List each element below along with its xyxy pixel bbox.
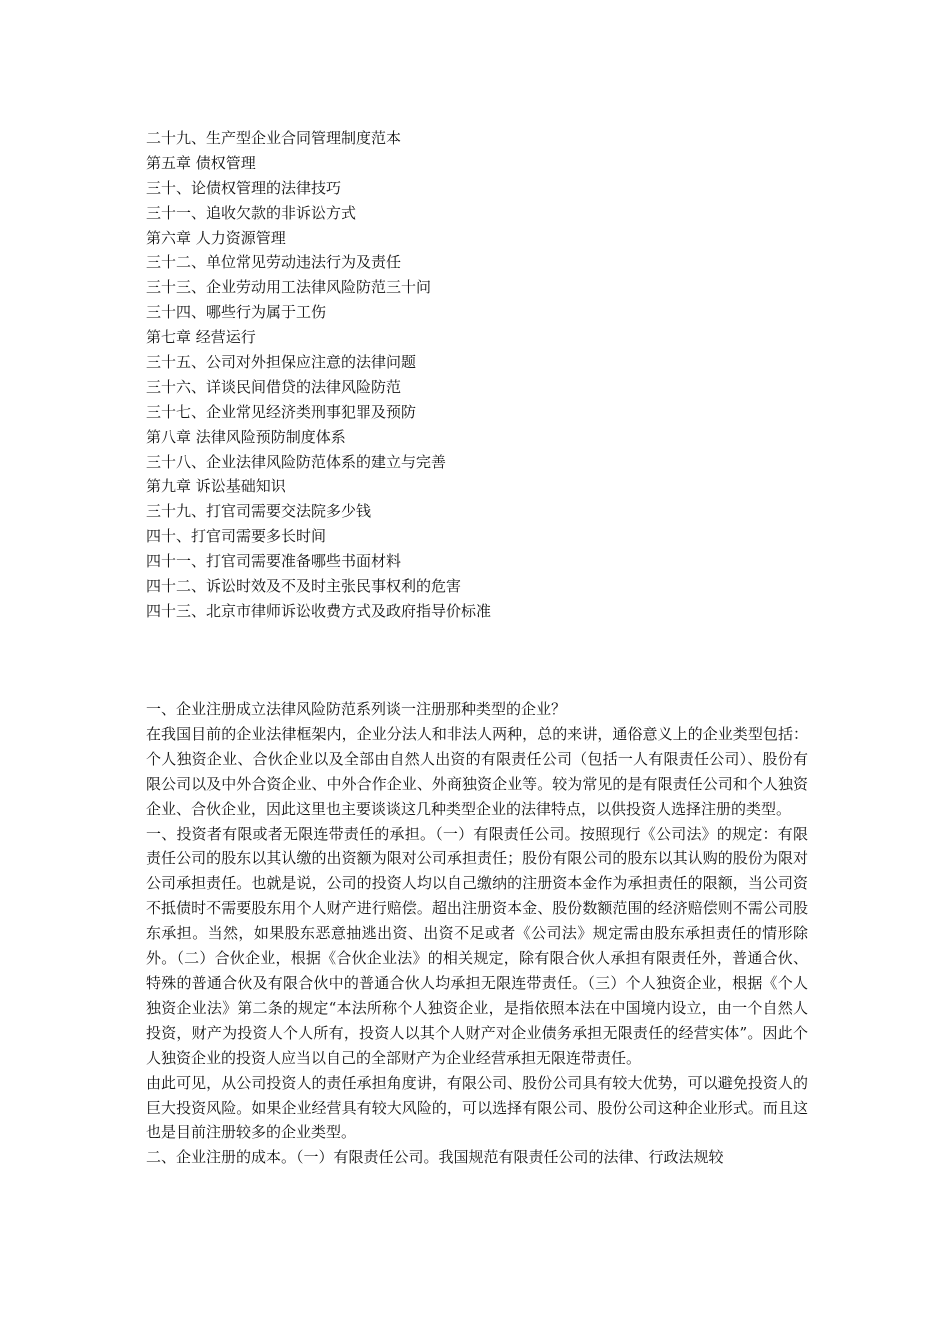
toc-entry: 第六章 人力资源管理 bbox=[146, 228, 286, 247]
toc-entry: 第七章 经营运行 bbox=[146, 328, 256, 347]
toc-entry: 三十四、哪些行为属于工伤 bbox=[146, 303, 327, 322]
toc-entry: 第九章 诉讼基础知识 bbox=[146, 477, 286, 496]
toc-entry: 第八章 法律风险预防制度体系 bbox=[146, 427, 346, 446]
toc-entry: 三十八、企业法律风险防范体系的建立与完善 bbox=[146, 452, 447, 471]
toc-entry: 三十九、打官司需要交法院多少钱 bbox=[146, 502, 372, 521]
toc-entry: 四十三、北京市律师诉讼收费方式及政府指导价标准 bbox=[146, 601, 492, 620]
article-paragraph: 在我国目前的企业法律框架内，企业分法人和非法人两种，总的来讲，通俗意义上的企业类型包括：个人独资企业、合伙企业以及全部由自然人出资的有限责任公司（包括一人有限责任公司）、股份有限公司以及中外合资企业、中外合作企业、外商独资企业等。较为常见的是有限责任公司和个人独资企业、合伙企业，因此这里也主要谈谈这几种类型企业的法律特点，以供投资人选择注册的类型。 bbox=[146, 724, 808, 818]
article-body bbox=[146, 697, 808, 1170]
toc-entry: 三十五、公司对外担保应注意的法律问题 bbox=[146, 353, 417, 372]
toc-entry: 三十二、单位常见劳动违法行为及责任 bbox=[146, 253, 402, 272]
toc-entry: 第五章 债权管理 bbox=[146, 153, 256, 172]
toc-entry: 三十七、企业常见经济类刑事犯罪及预防 bbox=[146, 402, 417, 421]
toc-entry: 三十一、追收欠款的非诉讼方式 bbox=[146, 203, 357, 222]
table-of-contents bbox=[146, 126, 826, 624]
article-paragraph: 二、企业注册的成本。（一）有限责任公司。我国规范有限责任公司的法律、行政法规较 bbox=[146, 1148, 724, 1167]
toc-entry: 三十六、详谈民间借贷的法律风险防范 bbox=[146, 377, 402, 396]
toc-entry: 四十一、打官司需要准备哪些书面材料 bbox=[146, 552, 402, 571]
toc-entry: 三十、论债权管理的法律技巧 bbox=[146, 178, 342, 197]
article-heading: 一、企业注册成立法律风险防范系列谈一注册那种类型的企业？ bbox=[146, 700, 567, 718]
toc-entry: 四十二、诉讼时效及不及时主张民事权利的危害 bbox=[146, 577, 462, 596]
toc-entry: 三十三、企业劳动用工法律风险防范三十问 bbox=[146, 278, 432, 297]
toc-entry: 四十、打官司需要多长时间 bbox=[146, 527, 327, 546]
toc-entry: 二十九、生产型企业合同管理制度范本 bbox=[146, 129, 402, 147]
article-paragraph: 由此可见，从公司投资人的责任承担角度讲，有限公司、股份公司具有较大优势，可以避免投资人的巨大投资风险。如果企业经营具有较大风险的，可以选择有限公司、股份公司这种企业形式。而且这也是目前注册较多的企业类型。 bbox=[146, 1073, 808, 1142]
article-paragraph: 一、投资者有限或者无限连带责任的承担。（一）有限责任公司。按照现行《公司法》的规定：有限责任公司的股东以其认缴的出资额为限对公司承担责任；股份有限公司的股东以其认购的股份为限对公司承担责任。也就是说，公司的投资人均以自己缴纳的注册资本金作为承担责任的限额，当公司资不抵债时不需要股东用个人财产进行赔偿。超出注册资本金、股份数额范围的经济赔偿则不需公司股东承担。当然，如果股东恶意抽逃出资、出资不足或者《公司法》规定需由股东承担责任的情形除外。（二）合伙企业，根据《合伙企业法》的相关规定，除有限合伙人承担有限责任外，普通合伙、特殊的普通合伙及有限合伙中的普通合伙人均承担无限连带责任。（三）个人独资企业，根据《个人独资企业法》第二条的规定“本法所称个人独资企业，是指依照本法在中国境内设立，由一个自然人投资，财产为投资人个人所有，投资人以其个人财产对企业债务承担无限责任的经营实体”。因此个人独资企业的投资人应当以自己的全部财产为企业经营承担无限连带责任。 bbox=[146, 824, 808, 1067]
